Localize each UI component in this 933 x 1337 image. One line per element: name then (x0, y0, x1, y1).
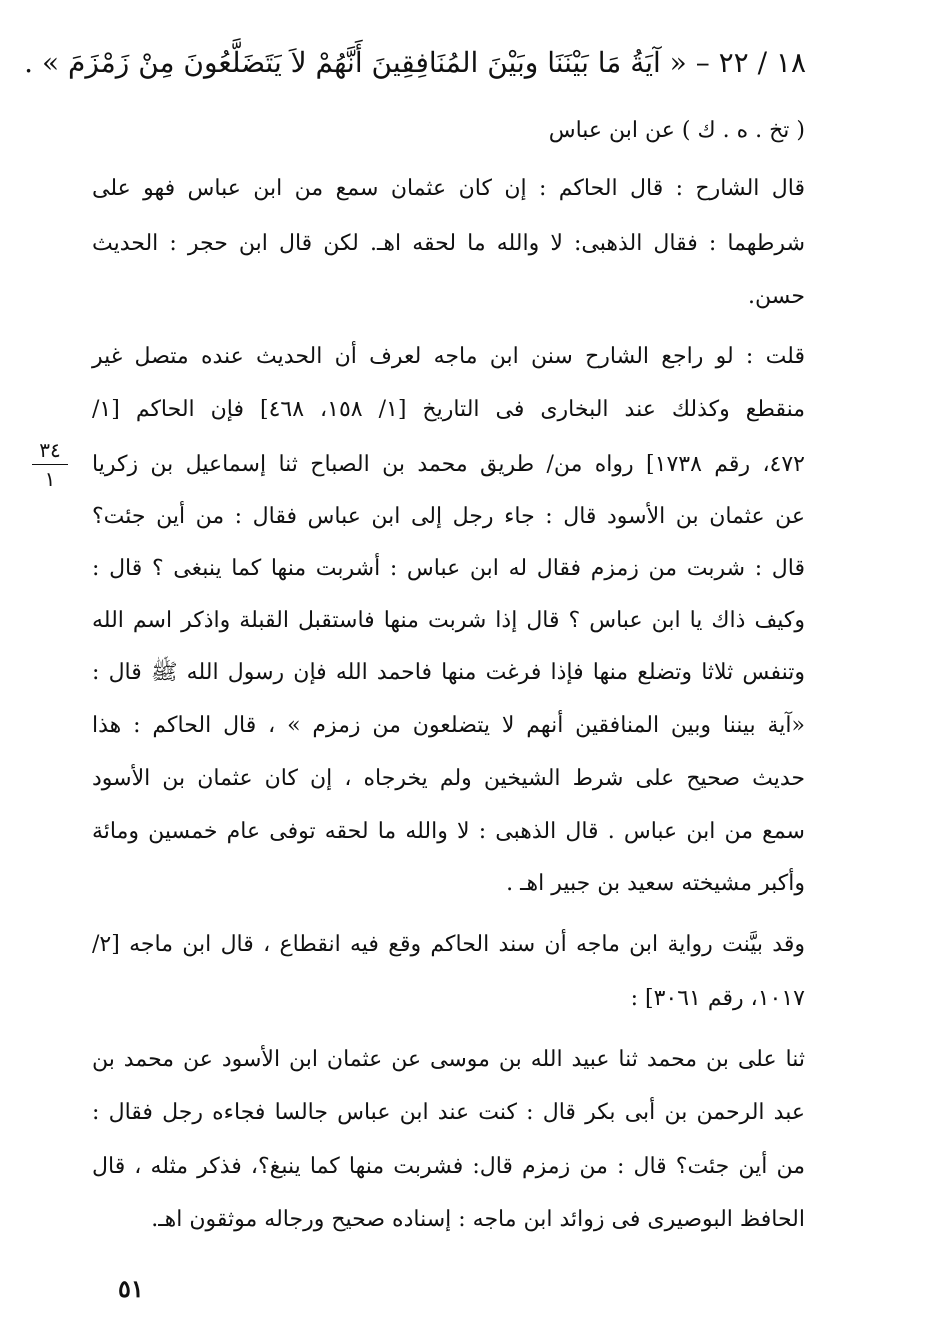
text-line: ثنا على بن محمد ثنا عبيد الله بن موسى عن عثمان ابن الأسود عن محمد بن (92, 1047, 805, 1072)
text-line: وأكبر مشيخته سعيد بن جبير اهـ . (506, 871, 805, 896)
hadith-heading: ١٨ / ٢٢ – « آيَةُ مَا بَيْنَنَا وبَيْنَ المُنَافِقِينَ أَنَّهُمْ لاَ يَتَضَلَّعُونَ مِنْ زَمْزَمَ » . (24, 46, 806, 79)
text-line: ٤٧٢، رقم ١٧٣٨] رواه من/ طريق محمد بن الصباح ثنا إسماعيل بن زكريا (92, 452, 805, 477)
text-line: ١٠١٧، رقم ٣٠٦١] : (630, 986, 805, 1011)
text-line: من أين جئت؟ قال : من زمزم قال: فشربت منها كما ينبغ؟، فذكر مثله ، قال (92, 1154, 805, 1179)
text-line: الحافظ البوصيرى فى زوائد ابن ماجه : إسناده صحيح ورجاله موثقون اهـ. (151, 1207, 805, 1232)
text-line: حسن. (748, 284, 805, 309)
text-line: قلت : لو راجع الشارح سنن ابن ماجه لعرف أن الحديث عنده متصل غير (92, 344, 805, 369)
text-line: قال الشارح : قال الحاكم : إن كان عثمان سمع من ابن عباس فهو على (92, 176, 805, 201)
text-line: وقد بيَّنت رواية ابن ماجه أن سند الحاكم وقع فيه انقطاع ، قال ابن ماجه [٢/ (92, 932, 805, 957)
text-line: ( تخ . ه . ك ) عن ابن عباس (548, 118, 805, 143)
text-line: «آية بيننا وبين المنافقين أنهم لا يتضلعون من زمزم » ، قال الحاكم : هذا (92, 713, 805, 738)
margin-ref-bottom: ١ (44, 467, 56, 491)
margin-page-reference (28, 438, 72, 491)
text-line: منقطع وكذلك عند البخارى فى التاريخ [١/ ١٥٨، ٤٦٨] فإن الحاكم [١/ (92, 397, 806, 422)
margin-ref-top: ٣٤ (39, 438, 61, 462)
text-line: حديث صحيح على شرط الشيخين ولم يخرجاه ، إن كان عثمان بن الأسود (92, 766, 805, 791)
text-line: شرطهما : فقال الذهبى: لا والله ما لحقه اهـ. لكن قال ابن حجر : الحديث (92, 231, 805, 256)
page-number: ٥١ (118, 1274, 144, 1303)
text-line: سمع من ابن عباس . قال الذهبى : لا والله ما لحقه توفى عام خمسين ومائة (92, 819, 805, 844)
text-line: قال : شربت من زمزم فقال له ابن عباس : أشربت منها كما ينبغى ؟ قال : (92, 556, 805, 581)
text-line: عن عثمان بن الأسود قال : جاء رجل إلى ابن عباس فقال : من أين جئت؟ (92, 504, 805, 529)
margin-ref-divider (32, 464, 68, 465)
text-line: عبد الرحمن بن أبى بكر قال : كنت عند ابن عباس جالسا فجاءه رجل فقال : (92, 1100, 805, 1125)
text-line: وتنفس ثلاثا وتضلع منها فإذا فرغت منها فاحمد الله فإن رسول الله ﷺ قال : (92, 660, 805, 685)
text-line: وكيف ذاك يا ابن عباس ؟ قال إذا شربت منها فاستقبل القبلة واذكر اسم الله (92, 608, 805, 633)
